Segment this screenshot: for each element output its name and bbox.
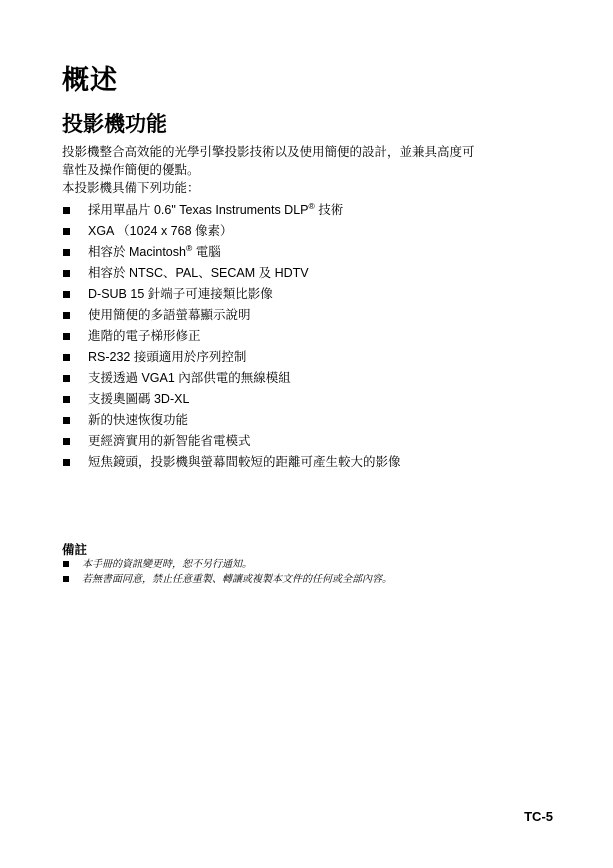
feature-text: 使用簡便的多語螢幕顯示說明: [88, 308, 251, 322]
square-bullet-icon: [63, 576, 69, 582]
feature-text: 相容於 NTSC、PAL、SECAM 及 HDTV: [88, 266, 309, 280]
square-bullet-icon: [63, 291, 70, 298]
feature-item: [62, 305, 401, 326]
feature-item: [62, 242, 401, 263]
feature-item: [62, 347, 401, 368]
feature-text: 支援奧圖碼 3D-XL: [88, 392, 190, 406]
square-bullet-icon: [63, 270, 70, 277]
square-bullet-icon: [63, 561, 69, 567]
feature-text: XGA （1024 x 768 像素）: [88, 224, 233, 238]
note-text: 若無書面同意，禁止任意重製、轉讓或複製本文件的任何或全部內容。: [82, 574, 392, 585]
feature-text: 短焦鏡頭，投影機與螢幕間較短的距離可產生較大的影像: [88, 455, 401, 469]
feature-text-suffix: 電腦: [192, 245, 221, 259]
square-bullet-icon: [63, 249, 70, 256]
square-bullet-icon: [63, 312, 70, 319]
intro-line: 投影機整合高效能的光學引擎投影技術以及使用簡便的設計，並兼具高度可: [62, 144, 475, 159]
section-title: 投影機功能: [62, 112, 167, 136]
feature-text: 新的快速恢復功能: [88, 413, 189, 427]
feature-list: [62, 200, 401, 473]
feature-text: 進階的電子梯形修正: [88, 329, 201, 343]
square-bullet-icon: [63, 354, 70, 361]
feature-item: [62, 221, 401, 242]
square-bullet-icon: [63, 396, 70, 403]
feature-text-suffix: 技術: [314, 203, 344, 217]
feature-text: 支援透過 VGA1 內部供電的無線模組: [88, 371, 291, 385]
feature-item: [62, 200, 401, 221]
square-bullet-icon: [63, 459, 70, 466]
feature-item: [62, 410, 401, 431]
feature-text: 更經濟實用的新智能省電模式: [88, 434, 251, 448]
feature-text: RS-232 接頭適用於序列控制: [88, 350, 247, 364]
square-bullet-icon: [63, 228, 70, 235]
square-bullet-icon: [63, 375, 70, 382]
feature-item: [62, 326, 401, 347]
registered-mark: ®: [308, 200, 315, 211]
feature-item: [62, 284, 401, 305]
feature-text: 採用單晶片 0.6" Texas Instruments DLP: [88, 203, 309, 217]
intro-line: 靠性及操作簡便的優點。: [62, 162, 200, 177]
registered-mark: ®: [185, 242, 193, 253]
intro-paragraph: [62, 143, 552, 197]
feature-text: D-SUB 15 針端子可連接類比影像: [88, 287, 273, 301]
square-bullet-icon: [63, 417, 70, 424]
square-bullet-icon: [63, 207, 70, 214]
page-number: TC-5: [524, 809, 553, 824]
note-list: [62, 557, 392, 587]
note-item: [62, 572, 392, 587]
square-bullet-icon: [63, 333, 70, 340]
intro-line: 本投影機具備下列功能：: [62, 180, 200, 195]
page-title: 概述: [62, 65, 118, 96]
note-text: 本手冊的資訊變更時，恕不另行通知。: [82, 559, 252, 570]
feature-item: [62, 431, 401, 452]
square-bullet-icon: [63, 438, 70, 445]
feature-text: 相容於 Macintosh: [88, 245, 186, 259]
feature-item: [62, 389, 401, 410]
feature-item: [62, 452, 401, 473]
feature-item: [62, 263, 401, 284]
note-heading: 備註: [62, 542, 88, 557]
feature-item: [62, 368, 401, 389]
note-item: [62, 557, 392, 572]
